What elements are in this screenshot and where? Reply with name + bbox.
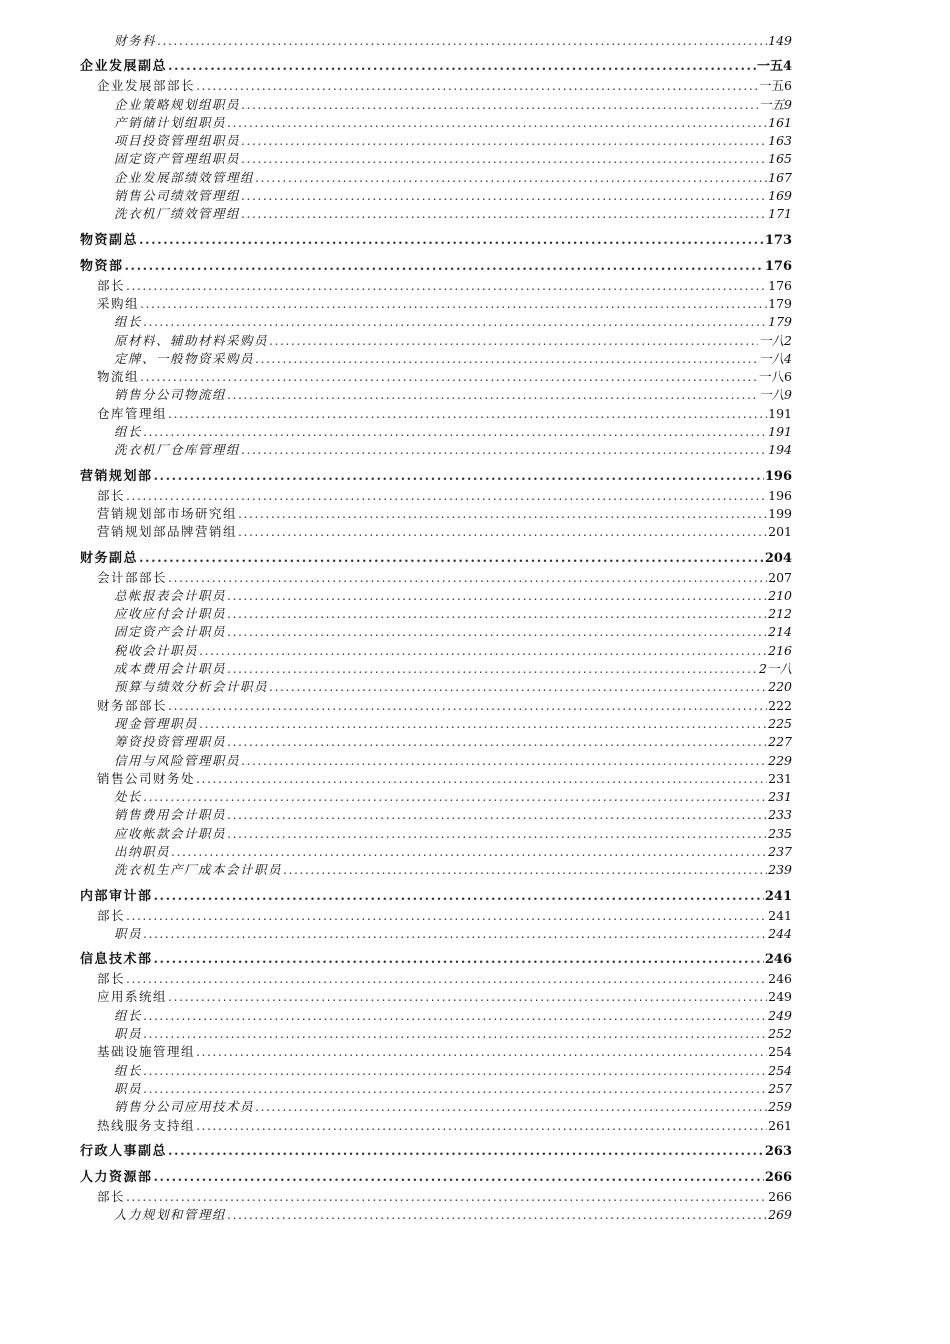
toc-entry[interactable]	[80, 169, 792, 187]
dot-leader	[255, 350, 758, 368]
toc-entry[interactable]	[80, 386, 792, 404]
toc-entry-page: 239	[768, 862, 792, 878]
toc-entry[interactable]	[80, 232, 792, 250]
dot-leader	[168, 988, 767, 1006]
dot-leader	[199, 642, 767, 660]
toc-entry-title: 企业发展部绩效管理组	[114, 169, 255, 185]
dot-leader	[255, 169, 767, 187]
toc-entry[interactable]	[80, 487, 792, 505]
toc-entry[interactable]	[80, 505, 792, 523]
toc-entry-page: 244	[768, 925, 792, 941]
toc-entry[interactable]	[80, 1206, 792, 1224]
toc-entry-title: 成本费用会计职员	[114, 661, 227, 677]
toc-entry-title: 基础设施管理组	[97, 1044, 196, 1060]
toc-entry[interactable]	[80, 642, 792, 660]
toc-entry-page: 259	[768, 1099, 792, 1115]
toc-entry[interactable]	[80, 350, 792, 368]
toc-entry-title: 人力规划和管理组	[114, 1207, 227, 1223]
toc-entry-page: 212	[768, 606, 792, 622]
toc-entry-title: 组长	[114, 314, 143, 330]
dot-leader	[227, 623, 767, 641]
toc-entry[interactable]	[80, 96, 792, 114]
toc-entry[interactable]	[80, 569, 792, 587]
toc-entry-page: 220	[768, 679, 792, 695]
toc-entry-page: 一八9	[759, 387, 792, 403]
toc-entry-page: 261	[768, 1117, 792, 1133]
toc-entry[interactable]	[80, 295, 792, 313]
toc-entry-title: 营销规划部市场研究组	[97, 505, 238, 521]
toc-entry-title: 出纳职员	[114, 843, 171, 859]
toc-entry-title: 行政人事副总	[80, 1143, 168, 1159]
dot-leader	[227, 1206, 767, 1224]
toc-entry-page: 216	[768, 642, 792, 658]
dot-leader	[168, 1143, 764, 1161]
toc-entry-page: 165	[768, 151, 792, 167]
dot-leader	[241, 441, 767, 459]
toc-entry-title: 预算与绩效分析会计职员	[114, 679, 269, 695]
toc-entry-page: 204	[764, 550, 792, 566]
toc-entry-title: 职员	[114, 1080, 143, 1096]
toc-entry[interactable]	[80, 132, 792, 150]
toc-entry-title: 洗衣机生产厂成本会计职员	[114, 862, 283, 878]
toc-entry-title: 销售公司财务处	[97, 770, 196, 786]
dot-leader	[227, 605, 767, 623]
toc-entry[interactable]	[80, 1117, 792, 1135]
dot-leader	[238, 523, 767, 541]
toc-entry-page: 一八4	[759, 350, 792, 366]
toc-entry[interactable]	[80, 187, 792, 205]
toc-entry-page: 176	[768, 277, 792, 293]
dot-leader	[196, 770, 767, 788]
toc-entry-page: 171	[768, 206, 792, 222]
toc-entry-title: 组长	[114, 1007, 143, 1023]
toc-entry-page: 179	[768, 295, 792, 311]
toc-entry[interactable]	[80, 1098, 792, 1116]
toc-entry-title: 定牌、一般物资采购员	[114, 350, 255, 366]
toc-entry-page: 167	[768, 169, 792, 185]
toc-entry-page: 一五6	[759, 78, 792, 94]
toc-entry-title: 部长	[97, 971, 126, 987]
toc-entry[interactable]	[80, 788, 792, 806]
toc-entry-title: 应收帐款会计职员	[114, 825, 227, 841]
dot-leader	[143, 925, 767, 943]
toc-entry[interactable]	[80, 405, 792, 423]
toc-entry-page: 246	[768, 971, 792, 987]
dot-leader	[241, 187, 767, 205]
toc-entry[interactable]	[80, 58, 792, 76]
dot-leader	[126, 487, 767, 505]
toc-entry-page: 179	[768, 314, 792, 330]
toc-entry[interactable]	[80, 1062, 792, 1080]
toc-entry[interactable]	[80, 907, 792, 925]
toc-entry-title: 部长	[97, 487, 126, 503]
toc-entry[interactable]	[80, 806, 792, 824]
toc-entry[interactable]	[80, 332, 792, 350]
toc-entry-page: 231	[768, 789, 792, 805]
dot-leader	[238, 505, 767, 523]
toc-entry-title: 销售分公司应用技术员	[114, 1099, 255, 1115]
dot-leader	[140, 368, 758, 386]
dot-leader	[126, 277, 767, 295]
toc-entry-page: 191	[768, 424, 792, 440]
toc-entry-page: 207	[768, 569, 792, 585]
toc-entry-page: 169	[768, 188, 792, 204]
toc-entry-title: 项目投资管理组职员	[114, 133, 241, 149]
dot-leader	[126, 970, 767, 988]
dot-leader	[227, 660, 758, 678]
dot-leader	[227, 587, 767, 605]
toc-entry-page: 199	[768, 505, 792, 521]
toc-entry-title: 热线服务支持组	[97, 1117, 196, 1133]
toc-entry-page: 237	[768, 843, 792, 859]
toc-entry[interactable]	[80, 550, 792, 568]
toc-entry-title: 产销储计划组职员	[114, 114, 227, 130]
dot-leader	[143, 1007, 767, 1025]
toc-entry-page: 233	[768, 807, 792, 823]
toc-entry-title: 职员	[114, 1026, 143, 1042]
dot-leader	[227, 386, 758, 404]
toc-entry-title: 营销规划部品牌营销组	[97, 524, 238, 540]
toc-entry-page: 241	[764, 888, 792, 904]
toc-entry[interactable]	[80, 205, 792, 223]
toc-entry-title: 人力资源部	[80, 1169, 153, 1185]
toc-entry-page: 257	[768, 1080, 792, 1096]
dot-leader	[196, 77, 758, 95]
toc-entry[interactable]	[80, 1188, 792, 1206]
dot-leader	[241, 150, 767, 168]
dot-leader	[154, 888, 764, 906]
toc-entry-title: 内部审计部	[80, 888, 153, 904]
toc-entry[interactable]	[80, 1025, 792, 1043]
toc-entry-title: 固定资产管理组职员	[114, 151, 241, 167]
toc-entry-title: 物资副总	[80, 232, 139, 248]
toc-entry[interactable]	[80, 368, 792, 386]
toc-entry[interactable]	[80, 587, 792, 605]
toc-entry[interactable]	[80, 770, 792, 788]
toc-entry[interactable]	[80, 77, 792, 95]
toc-entry-title: 应用系统组	[97, 989, 168, 1005]
dot-leader	[269, 678, 767, 696]
toc-entry-page: 210	[768, 587, 792, 603]
dot-leader	[154, 1169, 764, 1187]
dot-leader	[168, 58, 756, 76]
toc-entry-title: 企业发展副总	[80, 59, 168, 75]
toc-entry-page: 252	[768, 1026, 792, 1042]
toc-entry-title: 部长	[97, 907, 126, 923]
dot-leader	[196, 1043, 767, 1061]
toc-entry-title: 筹资投资管理职员	[114, 734, 227, 750]
toc-entry-title: 洗衣机厂绩效管理组	[114, 206, 241, 222]
toc-entry[interactable]	[80, 1080, 792, 1098]
dot-leader	[241, 752, 767, 770]
toc-entry-title: 组长	[114, 1062, 143, 1078]
toc-entry[interactable]	[80, 605, 792, 623]
dot-leader	[227, 114, 767, 132]
toc-entry-page: 254	[768, 1062, 792, 1078]
dot-leader	[143, 423, 767, 441]
dot-leader	[139, 550, 764, 568]
toc-entry[interactable]	[80, 1007, 792, 1025]
dot-leader	[143, 1080, 767, 1098]
toc-entry-title: 信用与风险管理职员	[114, 752, 241, 768]
toc-entry-title: 财务副总	[80, 550, 139, 566]
toc-entry-page: 163	[768, 133, 792, 149]
toc-entry-title: 营销规划部	[80, 468, 153, 484]
dot-leader	[269, 332, 758, 350]
dot-leader	[126, 907, 767, 925]
toc-entry-page: 194	[768, 442, 792, 458]
toc-entry[interactable]	[80, 752, 792, 770]
toc-entry[interactable]	[80, 1169, 792, 1187]
toc-entry-page: 一五9	[759, 96, 792, 112]
toc-entry[interactable]	[80, 988, 792, 1006]
dot-leader	[139, 232, 764, 250]
toc-entry-page: 222	[768, 697, 792, 713]
dot-leader	[283, 861, 767, 879]
dot-leader	[157, 32, 767, 50]
toc-entry[interactable]	[80, 843, 792, 861]
toc-entry-title: 信息技术部	[80, 952, 153, 968]
toc-entry-page: 191	[768, 405, 792, 421]
toc-entry-page: 241	[768, 907, 792, 923]
toc-entry-title: 仓库管理组	[97, 405, 168, 421]
dot-leader	[125, 258, 764, 276]
toc-entry[interactable]	[80, 423, 792, 441]
toc-entry-title: 应收应付会计职员	[114, 606, 227, 622]
dot-leader	[241, 132, 767, 150]
toc-entry-page: 246	[764, 952, 792, 968]
dot-leader	[143, 313, 767, 331]
dot-leader	[143, 1062, 767, 1080]
dot-leader	[227, 806, 767, 824]
toc-entry-title: 财务部部长	[97, 697, 168, 713]
toc-entry[interactable]	[80, 114, 792, 132]
dot-leader	[143, 788, 767, 806]
toc-entry-title: 洗衣机厂仓库管理组	[114, 442, 241, 458]
toc-entry-title: 部长	[97, 277, 126, 293]
toc-entry-title: 财务科	[114, 33, 157, 48]
toc-entry[interactable]	[80, 1143, 792, 1161]
dot-leader	[126, 1188, 767, 1206]
dot-leader	[227, 733, 767, 751]
toc-entry-page: 一八2	[759, 332, 792, 348]
toc-entry-page: 196	[768, 487, 792, 503]
toc-entry-title: 固定资产会计职员	[114, 624, 227, 640]
toc-entry[interactable]	[80, 523, 792, 541]
toc-entry[interactable]	[80, 678, 792, 696]
toc-entry[interactable]	[80, 660, 792, 678]
toc-entry-title: 销售公司绩效管理组	[114, 188, 241, 204]
toc-entry-page: 231	[768, 770, 792, 786]
dot-leader	[154, 951, 764, 969]
toc-entry[interactable]	[80, 861, 792, 879]
toc-entry[interactable]	[80, 925, 792, 943]
dot-leader	[140, 295, 767, 313]
dot-leader	[255, 1098, 767, 1116]
toc-entry[interactable]	[80, 623, 792, 641]
toc-entry-page: 263	[764, 1143, 792, 1159]
toc-entry-page: 201	[768, 524, 792, 540]
dot-leader	[199, 715, 767, 733]
toc-entry[interactable]	[80, 277, 792, 295]
toc-entry[interactable]	[80, 468, 792, 486]
toc-entry-title: 部长	[97, 1188, 126, 1204]
toc-entry-title: 税收会计职员	[114, 642, 199, 658]
dot-leader	[154, 468, 764, 486]
toc-entry-page: 196	[764, 468, 792, 484]
dot-leader	[168, 697, 767, 715]
toc-entry[interactable]	[80, 32, 792, 50]
toc-entry-title: 采购组	[97, 295, 140, 311]
toc-entry-title: 会计部部长	[97, 569, 168, 585]
table-of-contents	[80, 32, 792, 1224]
toc-entry[interactable]	[80, 825, 792, 843]
toc-entry-page: 225	[768, 715, 792, 731]
toc-entry-page: 235	[768, 825, 792, 841]
toc-entry-title: 原材料、辅助材料采购员	[114, 332, 269, 348]
toc-entry-title: 处长	[114, 789, 143, 805]
toc-entry-title: 总帐报表会计职员	[114, 587, 227, 603]
toc-entry-title: 销售分公司物流组	[114, 387, 227, 403]
dot-leader	[171, 843, 767, 861]
toc-entry-page: 149	[768, 33, 792, 48]
toc-entry-title: 现金管理职员	[114, 715, 199, 731]
toc-entry-title: 企业发展部部长	[97, 78, 196, 94]
toc-entry-title: 销售费用会计职员	[114, 807, 227, 823]
toc-entry-page: 249	[768, 989, 792, 1005]
toc-entry-page: 269	[768, 1207, 792, 1223]
toc-entry[interactable]	[80, 441, 792, 459]
dot-leader	[196, 1117, 767, 1135]
toc-entry[interactable]	[80, 313, 792, 331]
dot-leader	[241, 96, 758, 114]
toc-entry[interactable]	[80, 951, 792, 969]
toc-entry-page: 266	[764, 1169, 792, 1185]
toc-entry-page: 229	[768, 752, 792, 768]
toc-entry-page: 214	[768, 624, 792, 640]
toc-entry-title: 组长	[114, 424, 143, 440]
toc-entry-page: 227	[768, 734, 792, 750]
toc-entry[interactable]	[80, 715, 792, 733]
toc-entry[interactable]	[80, 258, 792, 276]
toc-entry-title: 物资部	[80, 258, 124, 274]
toc-entry[interactable]	[80, 150, 792, 168]
toc-entry-title: 企业策略规划组职员	[114, 96, 241, 112]
toc-entry[interactable]	[80, 888, 792, 906]
toc-entry-page: 249	[768, 1007, 792, 1023]
toc-entry-page: 254	[768, 1044, 792, 1060]
dot-leader	[168, 569, 767, 587]
toc-entry-page: 266	[768, 1188, 792, 1204]
toc-entry-page: 173	[764, 232, 792, 248]
toc-entry[interactable]	[80, 697, 792, 715]
dot-leader	[168, 405, 767, 423]
toc-entry[interactable]	[80, 1043, 792, 1061]
toc-entry-page: 161	[768, 114, 792, 130]
toc-entry-page: 2一八	[759, 661, 792, 677]
toc-entry-page: 一五4	[756, 59, 792, 75]
dot-leader	[241, 205, 767, 223]
dot-leader	[143, 1025, 767, 1043]
toc-entry[interactable]	[80, 733, 792, 751]
toc-entry[interactable]	[80, 970, 792, 988]
toc-entry-title: 职员	[114, 925, 143, 941]
toc-entry-title: 物流组	[97, 369, 140, 385]
dot-leader	[227, 825, 767, 843]
toc-entry-page: 一八6	[759, 369, 792, 385]
toc-entry-page: 176	[764, 258, 792, 274]
